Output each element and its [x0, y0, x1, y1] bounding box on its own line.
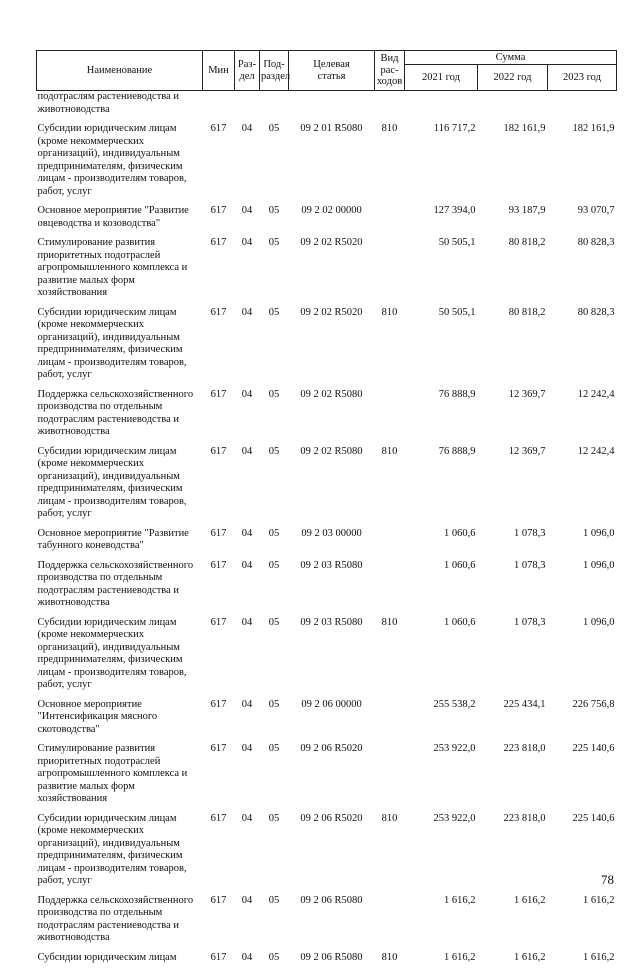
table-row [37, 617, 617, 699]
row-ministry: 617 [203, 699, 235, 744]
row-sum-2021: 253 922,0 [405, 743, 478, 813]
row-subsection: 05 [260, 389, 289, 446]
row-target-article: 09 2 02 R5020 [289, 307, 375, 389]
row-expense-type [375, 699, 405, 744]
row-name: Основное мероприятие "Развитие овцеводства и козоводства" [37, 205, 203, 237]
row-sum-2022: 80 818,2 [478, 307, 548, 389]
row-sum-2022: 1 616,2 [478, 895, 548, 952]
row-section: 04 [235, 528, 260, 560]
row-target-article: 09 2 06 R5080 [289, 895, 375, 952]
row-subsection: 05 [260, 743, 289, 813]
row-section: 04 [235, 560, 260, 617]
row-ministry: 617 [203, 528, 235, 560]
row-subsection: 05 [260, 699, 289, 744]
row-sum-2023: 12 242,4 [548, 446, 617, 528]
row-target-article: 09 2 01 R5080 [289, 123, 375, 205]
row-name: Субсидии юридическим лицам (кроме некоммерческих организаций), индивидуальным предпринимателям, физическим лицам - производителям товаров, работ, услуг [37, 123, 203, 205]
row-expense-type [375, 743, 405, 813]
table-row [37, 446, 617, 528]
table-header [37, 51, 617, 91]
table-row [37, 205, 617, 237]
table-row [37, 237, 617, 307]
row-name: Поддержка сельскохозяйственного производства по отдельным подотраслям растениеводства и животноводства [37, 895, 203, 952]
row-name: Субсидии юридическим лицам (кроме некоммерческих организаций), индивидуальным предпринимателям, физическим лицам - производителям товаров, работ, услуг [37, 617, 203, 699]
row-section: 04 [235, 389, 260, 446]
row-sum-2023: 226 756,8 [548, 699, 617, 744]
row-sum-2021: 116 717,2 [405, 123, 478, 205]
row-sum-2021: 1 060,6 [405, 617, 478, 699]
row-section: 04 [235, 205, 260, 237]
row-sum-2022: 12 369,7 [478, 389, 548, 446]
row-sum-2023: 1 096,0 [548, 528, 617, 560]
row-sum-2023: 80 828,3 [548, 237, 617, 307]
row-sum-2022: 225 434,1 [478, 699, 548, 744]
row-sum-2022: 1 078,3 [478, 560, 548, 617]
row-sum-2022: 182 161,9 [478, 123, 548, 205]
row-subsection: 05 [260, 205, 289, 237]
row-target-article: 09 2 06 R5080 [289, 952, 375, 971]
row-sum-2023: 1 096,0 [548, 617, 617, 699]
row-ministry: 617 [203, 743, 235, 813]
row-subsection: 05 [260, 952, 289, 971]
header-target-article: Целевая статья [289, 51, 375, 91]
row-ministry: 617 [203, 389, 235, 446]
row-target-article: 09 2 02 00000 [289, 205, 375, 237]
row-target-article: 09 2 06 R5020 [289, 813, 375, 895]
row-target-article: 09 2 06 00000 [289, 699, 375, 744]
table-body [37, 91, 617, 971]
row-sum-2022: 1 078,3 [478, 528, 548, 560]
header-year-2021: 2021 год [405, 65, 478, 91]
row-expense-type: 810 [375, 123, 405, 205]
row-sum-2021: 1 616,2 [405, 895, 478, 952]
row-sum-2021: 1 616,2 [405, 952, 478, 971]
row-sum-2023: 225 140,6 [548, 743, 617, 813]
row-sum-2023: 93 070,7 [548, 205, 617, 237]
header-year-2023: 2023 год [548, 65, 617, 91]
table-row [37, 123, 617, 205]
budget-table [36, 50, 617, 971]
header-year-2022: 2022 год [478, 65, 548, 91]
row-sum-2022: 1 616,2 [478, 952, 548, 971]
row-sum-2023: 80 828,3 [548, 307, 617, 389]
header-expense-type: Вид рас- ходов [375, 51, 405, 91]
row-expense-type: 810 [375, 446, 405, 528]
row-expense-type [375, 389, 405, 446]
row-target-article: 09 2 03 R5080 [289, 560, 375, 617]
row-sum-2023: 1 616,2 [548, 952, 617, 971]
row-target-article: 09 2 03 R5080 [289, 617, 375, 699]
row-subsection: 05 [260, 237, 289, 307]
row-name: Поддержка сельскохозяйственного производства по отдельным подотраслям растениеводства и животноводства [37, 560, 203, 617]
row-sum-2022: 1 078,3 [478, 617, 548, 699]
row-name: Стимулирование развития приоритетных подотраслей агропромышленного комплекса и развитие малых форм хозяйствования [37, 743, 203, 813]
page-number: 78 [601, 872, 614, 888]
table-row [37, 813, 617, 895]
continuation-text: подотраслям растениеводства и животноводства [37, 91, 617, 124]
row-ministry: 617 [203, 895, 235, 952]
row-expense-type [375, 895, 405, 952]
row-sum-2021: 255 538,2 [405, 699, 478, 744]
row-name: Субсидии юридическим лицам (кроме некоммерческих организаций), индивидуальным предпринимателям, физическим лицам - производителям товаров, работ, услуг [37, 446, 203, 528]
row-sum-2022: 12 369,7 [478, 446, 548, 528]
row-section: 04 [235, 237, 260, 307]
row-subsection: 05 [260, 123, 289, 205]
row-target-article: 09 2 02 R5020 [289, 237, 375, 307]
table-row [37, 528, 617, 560]
row-ministry: 617 [203, 205, 235, 237]
row-subsection: 05 [260, 307, 289, 389]
row-sum-2021: 253 922,0 [405, 813, 478, 895]
continuation-row [37, 91, 617, 124]
row-ministry: 617 [203, 617, 235, 699]
row-expense-type: 810 [375, 813, 405, 895]
row-subsection: 05 [260, 446, 289, 528]
row-name: Субсидии юридическим лицам [37, 952, 203, 971]
table-row [37, 895, 617, 952]
row-ministry: 617 [203, 813, 235, 895]
header-ministry: Мин [203, 51, 235, 91]
row-ministry: 617 [203, 307, 235, 389]
row-subsection: 05 [260, 560, 289, 617]
row-name: Субсидии юридическим лицам (кроме некоммерческих организаций), индивидуальным предпринимателям, физическим лицам - производителям товаров, работ, услуг [37, 307, 203, 389]
table-row [37, 560, 617, 617]
row-name: Основное мероприятие "Интенсификация мясного скотоводства" [37, 699, 203, 744]
row-sum-2021: 76 888,9 [405, 446, 478, 528]
row-sum-2021: 1 060,6 [405, 528, 478, 560]
row-name: Субсидии юридическим лицам (кроме некоммерческих организаций), индивидуальным предпринимателям, физическим лицам - производителям товаров, работ, услуг [37, 813, 203, 895]
row-expense-type [375, 205, 405, 237]
row-expense-type [375, 560, 405, 617]
row-section: 04 [235, 307, 260, 389]
table-row [37, 743, 617, 813]
table-row [37, 389, 617, 446]
row-sum-2021: 76 888,9 [405, 389, 478, 446]
row-sum-2022: 223 818,0 [478, 743, 548, 813]
header-subsection: Под- раздел [260, 51, 289, 91]
row-sum-2023: 1 616,2 [548, 895, 617, 952]
row-target-article: 09 2 03 00000 [289, 528, 375, 560]
row-section: 04 [235, 895, 260, 952]
row-ministry: 617 [203, 237, 235, 307]
row-ministry: 617 [203, 952, 235, 971]
row-name: Стимулирование развития приоритетных подотраслей агропромышленного комплекса и развитие малых форм хозяйствования [37, 237, 203, 307]
row-sum-2023: 1 096,0 [548, 560, 617, 617]
table-row [37, 952, 617, 971]
row-subsection: 05 [260, 895, 289, 952]
row-expense-type: 810 [375, 617, 405, 699]
row-sum-2022: 93 187,9 [478, 205, 548, 237]
row-section: 04 [235, 813, 260, 895]
header-section: Раз- дел [235, 51, 260, 91]
row-target-article: 09 2 02 R5080 [289, 446, 375, 528]
table-row [37, 307, 617, 389]
row-section: 04 [235, 123, 260, 205]
row-expense-type [375, 237, 405, 307]
row-subsection: 05 [260, 528, 289, 560]
row-expense-type: 810 [375, 952, 405, 971]
row-ministry: 617 [203, 446, 235, 528]
row-section: 04 [235, 446, 260, 528]
row-name: Основное мероприятие "Развитие табунного коневодства" [37, 528, 203, 560]
row-target-article: 09 2 02 R5080 [289, 389, 375, 446]
row-target-article: 09 2 06 R5020 [289, 743, 375, 813]
header-name: Наименование [37, 51, 203, 91]
row-section: 04 [235, 743, 260, 813]
row-subsection: 05 [260, 617, 289, 699]
row-section: 04 [235, 699, 260, 744]
row-sum-2022: 80 818,2 [478, 237, 548, 307]
row-expense-type: 810 [375, 307, 405, 389]
row-ministry: 617 [203, 560, 235, 617]
row-sum-2023: 12 242,4 [548, 389, 617, 446]
header-sum: Сумма [405, 51, 617, 65]
row-sum-2021: 127 394,0 [405, 205, 478, 237]
row-name: Поддержка сельскохозяйственного производства по отдельным подотраслям растениеводства и животноводства [37, 389, 203, 446]
row-sum-2022: 223 818,0 [478, 813, 548, 895]
row-subsection: 05 [260, 813, 289, 895]
row-sum-2021: 50 505,1 [405, 307, 478, 389]
row-sum-2021: 1 060,6 [405, 560, 478, 617]
row-ministry: 617 [203, 123, 235, 205]
row-sum-2023: 182 161,9 [548, 123, 617, 205]
table-row [37, 699, 617, 744]
row-section: 04 [235, 617, 260, 699]
row-sum-2021: 50 505,1 [405, 237, 478, 307]
row-sum-2023: 225 140,6 [548, 813, 617, 895]
row-expense-type [375, 528, 405, 560]
row-section: 04 [235, 952, 260, 971]
